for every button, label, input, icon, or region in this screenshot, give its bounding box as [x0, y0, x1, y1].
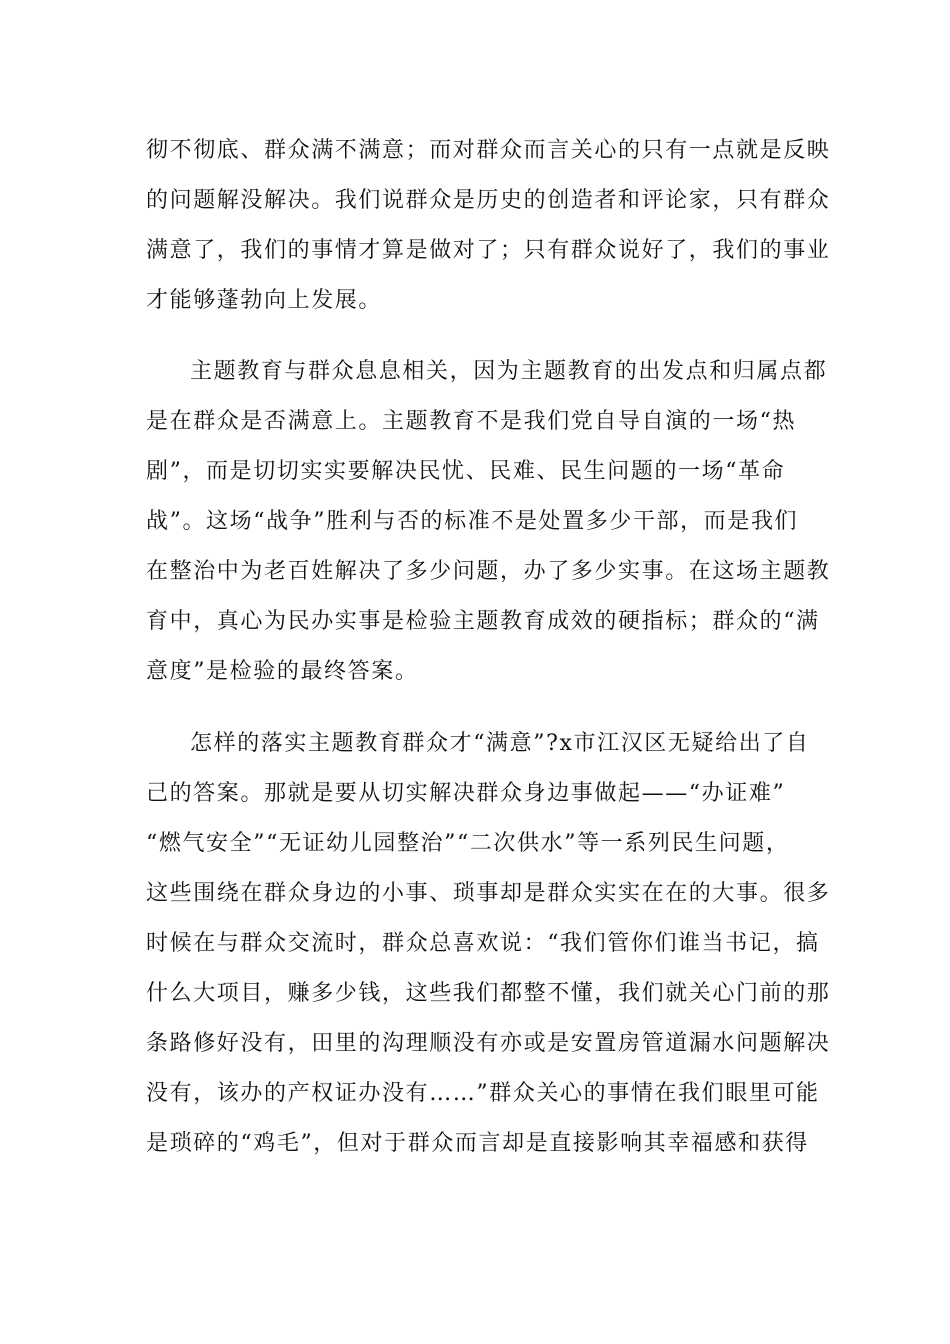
- paragraph-2-line-1: 主题教育与群众息息相关，因为主题教育的出发点和归属点都: [190, 359, 828, 384]
- paragraph-1-line-1: 彻不彻底、群众满不满意；而对群众而言关心的只有一点就是反映: [146, 138, 831, 163]
- paragraph-1-line-2: 的问题解没解决。我们说群众是历史的创造者和评论家，只有群众: [146, 188, 831, 213]
- paragraph-3-line-2: 己的答案。那就是要从切实解决群众身边事做起——“办证难”: [146, 781, 786, 806]
- paragraph-3-line-7: 条路修好没有，田里的沟理顺没有亦或是安置房管道漏水问题解决: [146, 1031, 831, 1056]
- paragraph-2-line-7: 意度”是检验的最终答案。: [146, 659, 419, 684]
- paragraph-3-line-6: 什么大项目，赚多少钱，这些我们都整不懂，我们就关心门前的那: [146, 981, 831, 1006]
- paragraph-2-line-4: 战”。这场“战争”胜利与否的标准不是处置多少干部，而是我们: [146, 509, 799, 534]
- paragraph-1-line-4: 才能够蓬勃向上发展。: [146, 288, 383, 313]
- paragraph-1-line-3: 满意了，我们的事情才算是做对了；只有群众说好了，我们的事业: [146, 238, 831, 263]
- paragraph-3-line-8: 没有，该办的产权证办没有……”群众关心的事情在我们眼里可能: [146, 1081, 820, 1106]
- paragraph-3-line-9: 是琐碎的“鸡毛”，但对于群众而言却是直接影响其幸福感和获得: [146, 1131, 809, 1156]
- paragraph-2-line-3: 剧”，而是切切实实要解决民忧、民难、民生问题的一场“革命: [146, 459, 786, 484]
- paragraph-3-line-3: “燃气安全”“无证幼儿园整治”“二次供水”等一系列民生问题，: [146, 831, 790, 856]
- paragraph-2-line-2: 是在群众是否满意上。主题教育不是我们党自导自演的一场“热: [146, 409, 797, 434]
- paragraph-2-line-6: 育中，真心为民办实事是检验主题教育成效的硬指标；群众的“满: [146, 609, 820, 634]
- paragraph-3-line-4: 这些围绕在群众身边的小事、琐事却是群众实实在在的大事。很多: [146, 881, 831, 906]
- paragraph-3-line-5: 时候在与群众交流时，群众总喜欢说：“我们管你们谁当书记，搞: [146, 931, 820, 956]
- paragraph-3-line-1: 怎样的落实主题教育群众才“满意”?x市江汉区无疑给出了自: [190, 731, 810, 756]
- paragraph-2-line-5: 在整治中为老百姓解决了多少问题，办了多少实事。在这场主题教: [146, 559, 831, 584]
